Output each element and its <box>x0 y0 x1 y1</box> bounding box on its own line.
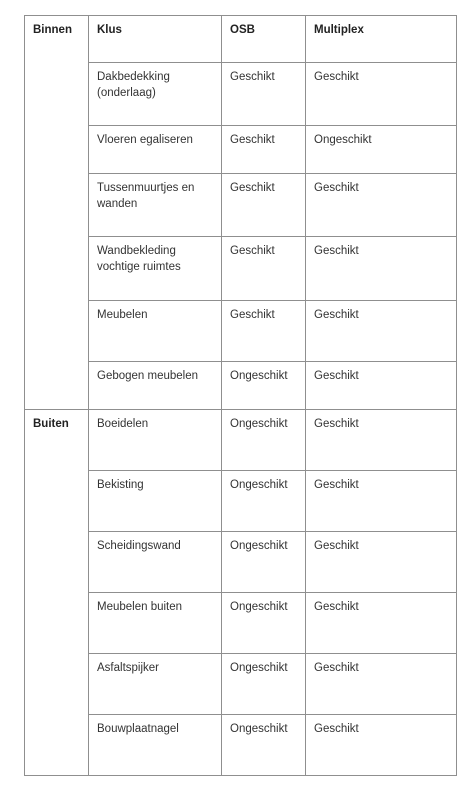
cell-osb: Ongeschikt <box>222 410 306 471</box>
cell-klus: Tussenmuurtjes en wanden <box>89 174 222 237</box>
cell-multiplex: Geschikt <box>306 63 457 126</box>
table-row <box>25 654 457 715</box>
cell-multiplex: Geschikt <box>306 301 457 362</box>
cell-osb: Ongeschikt <box>222 715 306 776</box>
header-multiplex: Multiplex <box>306 16 457 63</box>
cell-klus: Wandbekleding vochtige ruimtes <box>89 237 222 301</box>
cell-multiplex: Geschikt <box>306 471 457 532</box>
category-spacer <box>25 301 89 362</box>
cell-multiplex: Ongeschikt <box>306 126 457 174</box>
cell-multiplex: Geschikt <box>306 237 457 301</box>
cell-osb: Ongeschikt <box>222 471 306 532</box>
comparison-table <box>24 15 457 776</box>
cell-multiplex: Geschikt <box>306 174 457 237</box>
cell-osb: Ongeschikt <box>222 362 306 410</box>
cell-osb: Geschikt <box>222 126 306 174</box>
table-row <box>25 301 457 362</box>
cell-klus: Meubelen <box>89 301 222 362</box>
table-row <box>25 715 457 776</box>
category-spacer <box>25 532 89 593</box>
table-row <box>25 126 457 174</box>
category-spacer <box>25 471 89 532</box>
table-row <box>25 63 457 126</box>
table-row <box>25 532 457 593</box>
category-spacer <box>25 174 89 237</box>
cell-klus: Vloeren egaliseren <box>89 126 222 174</box>
cell-multiplex: Geschikt <box>306 410 457 471</box>
cell-osb: Geschikt <box>222 301 306 362</box>
cell-klus: Gebogen meubelen <box>89 362 222 410</box>
table-header-row <box>25 16 457 63</box>
cell-osb: Ongeschikt <box>222 654 306 715</box>
cell-klus: Scheidingswand <box>89 532 222 593</box>
cell-klus: Bouwplaatnagel <box>89 715 222 776</box>
table-row <box>25 362 457 410</box>
category-spacer <box>25 63 89 126</box>
cell-multiplex: Geschikt <box>306 654 457 715</box>
cell-multiplex: Geschikt <box>306 362 457 410</box>
category-spacer <box>25 126 89 174</box>
cell-klus: Asfaltspijker <box>89 654 222 715</box>
header-osb: OSB <box>222 16 306 63</box>
category-spacer <box>25 715 89 776</box>
cell-klus: Meubelen buiten <box>89 593 222 654</box>
table-row <box>25 237 457 301</box>
cell-multiplex: Geschikt <box>306 715 457 776</box>
cell-klus: Dakbedekking (onderlaag) <box>89 63 222 126</box>
binnen-category-label: Binnen <box>25 16 89 63</box>
table-row <box>25 410 457 471</box>
cell-osb: Geschikt <box>222 237 306 301</box>
table-row <box>25 471 457 532</box>
cell-osb: Geschikt <box>222 63 306 126</box>
cell-klus: Boeidelen <box>89 410 222 471</box>
cell-osb: Geschikt <box>222 174 306 237</box>
category-spacer <box>25 593 89 654</box>
cell-osb: Ongeschikt <box>222 532 306 593</box>
category-spacer <box>25 362 89 410</box>
header-klus: Klus <box>89 16 222 63</box>
buiten-category-label: Buiten <box>25 410 89 471</box>
cell-multiplex: Geschikt <box>306 532 457 593</box>
cell-klus: Bekisting <box>89 471 222 532</box>
cell-osb: Ongeschikt <box>222 593 306 654</box>
cell-multiplex: Geschikt <box>306 593 457 654</box>
category-spacer <box>25 654 89 715</box>
category-spacer <box>25 237 89 301</box>
table-row <box>25 174 457 237</box>
table-row <box>25 593 457 654</box>
